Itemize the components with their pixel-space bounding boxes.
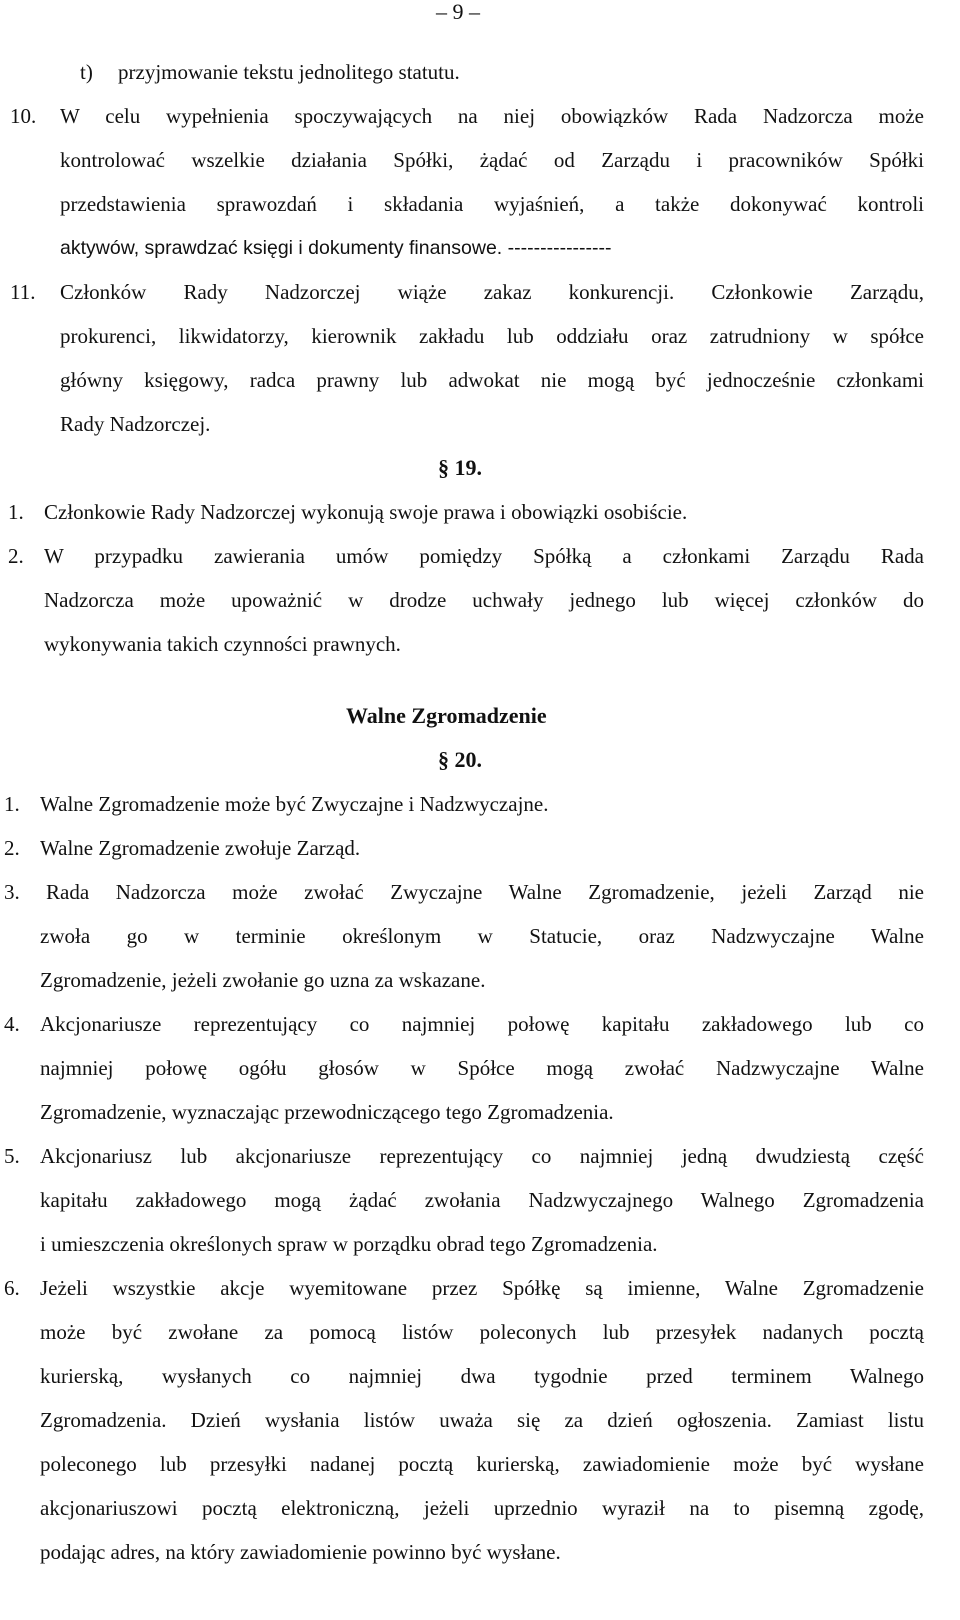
- list-item-line: Jeżeli wszystkie akcje wyemitowane przez Spółkę są imienne, Walne Zgromadzenie: [40, 1276, 924, 1300]
- list-item-line: kapitału zakładowego mogą żądać zwołania Nadzwyczajnego Walnego Zgromadzenia: [40, 1188, 924, 1212]
- list-item-label: 3.: [4, 880, 20, 904]
- list-item-line: podając adres, na który zawiadomienie powinno być wysłane.: [40, 1540, 561, 1564]
- list-item-line: Rady Nadzorczej.: [60, 412, 211, 436]
- page-number: – 9 –: [436, 0, 480, 24]
- list-item-line: Zgromadzenie, jeżeli zwołanie go uzna za wskazane.: [40, 968, 486, 992]
- list-item-line: zwoła go w terminie określonym w Statucie, oraz Nadzwyczajne Walne: [40, 924, 924, 948]
- list-item-line: aktywów, sprawdzać księgi i dokumenty finansowe. ----------------: [60, 237, 612, 259]
- list-item-line: Nadzorcza może upoważnić w drodze uchwały jednego lub więcej członków do: [44, 588, 924, 612]
- list-item-line: może być zwołane za pomocą listów poleconych lub przesyłek nadanych pocztą: [40, 1320, 924, 1344]
- list-item-line: i umieszczenia określonych spraw w porządku obrad tego Zgromadzenia.: [40, 1232, 658, 1256]
- chapter-title: Walne Zgromadzenie: [346, 703, 547, 728]
- list-item-line: Członkowie Rady Nadzorczej wykonują swoje prawa i obowiązki osobiście.: [44, 500, 688, 524]
- list-item-line: wykonywania takich czynności prawnych.: [44, 632, 401, 656]
- list-item-line: Akcjonariusze reprezentujący co najmniej połowę kapitału zakładowego lub co: [40, 1012, 924, 1036]
- list-item-line: główny księgowy, radca prawny lub adwokat nie mogą być jednocześnie członkami: [60, 368, 924, 392]
- list-item-line: Walne Zgromadzenie może być Zwyczajne i Nadzwyczajne.: [40, 792, 549, 816]
- list-item-line: akcjonariuszowi pocztą elektroniczną, jeżeli uprzednio wyraził na to pisemną zgodę,: [40, 1496, 924, 1520]
- list-item-label: 11.: [10, 280, 36, 304]
- list-item-line: kurierską, wysłanych co najmniej dwa tygodnie przed terminem Walnego: [40, 1364, 924, 1388]
- list-item-label: 6.: [4, 1276, 20, 1300]
- section-20-mark: § 20.: [438, 747, 482, 772]
- section-19-mark: § 19.: [438, 455, 482, 480]
- list-item-label: 2.: [8, 544, 24, 568]
- list-item-line: poleconego lub przesyłki nadanej pocztą kurierską, zawiadomienie może być wysłane: [40, 1452, 924, 1476]
- list-item-line: Akcjonariusz lub akcjonariusze reprezentujący co najmniej jedną dwudziestą część: [40, 1144, 924, 1168]
- list-item-line: W przypadku zawierania umów pomiędzy Spółką a członkami Zarządu Rada: [44, 544, 924, 568]
- list-item-label: t): [80, 60, 93, 84]
- list-item-line: prokurenci, likwidatorzy, kierownik zakładu lub oddziału oraz zatrudniony w spółce: [60, 324, 924, 348]
- list-item-line: kontrolować wszelkie działania Spółki, żądać od Zarządu i pracowników Spółki: [60, 148, 924, 172]
- list-item-label: 1.: [4, 792, 20, 816]
- list-item-line: przedstawienia sprawozdań i składania wyjaśnień, a także dokonywać kontroli: [60, 192, 924, 216]
- list-item-label: 2.: [4, 836, 20, 860]
- list-item-line: Członków Rady Nadzorczej wiąże zakaz konkurencji. Członkowie Zarządu,: [60, 280, 924, 304]
- list-item-line: Zgromadzenia. Dzień wysłania listów uważa się za dzień ogłoszenia. Zamiast listu: [40, 1408, 924, 1432]
- list-item-label: 4.: [4, 1012, 20, 1036]
- list-item-line: W celu wypełnienia spoczywających na niej obowiązków Rada Nadzorcza może: [60, 104, 924, 128]
- list-item-label: 10.: [10, 104, 37, 128]
- list-item-label: 1.: [8, 500, 24, 524]
- list-item-line: najmniej połowę ogółu głosów w Spółce mogą zwołać Nadzwyczajne Walne: [40, 1056, 924, 1080]
- list-item-line: Zgromadzenie, wyznaczając przewodniczącego tego Zgromadzenia.: [40, 1100, 614, 1124]
- list-item-line: przyjmowanie tekstu jednolitego statutu.: [118, 60, 460, 84]
- list-item-line: Walne Zgromadzenie zwołuje Zarząd.: [40, 836, 361, 860]
- list-item-line: Rada Nadzorcza może zwołać Zwyczajne Walne Zgromadzenie, jeżeli Zarząd nie: [46, 880, 924, 904]
- list-item-label: 5.: [4, 1144, 20, 1168]
